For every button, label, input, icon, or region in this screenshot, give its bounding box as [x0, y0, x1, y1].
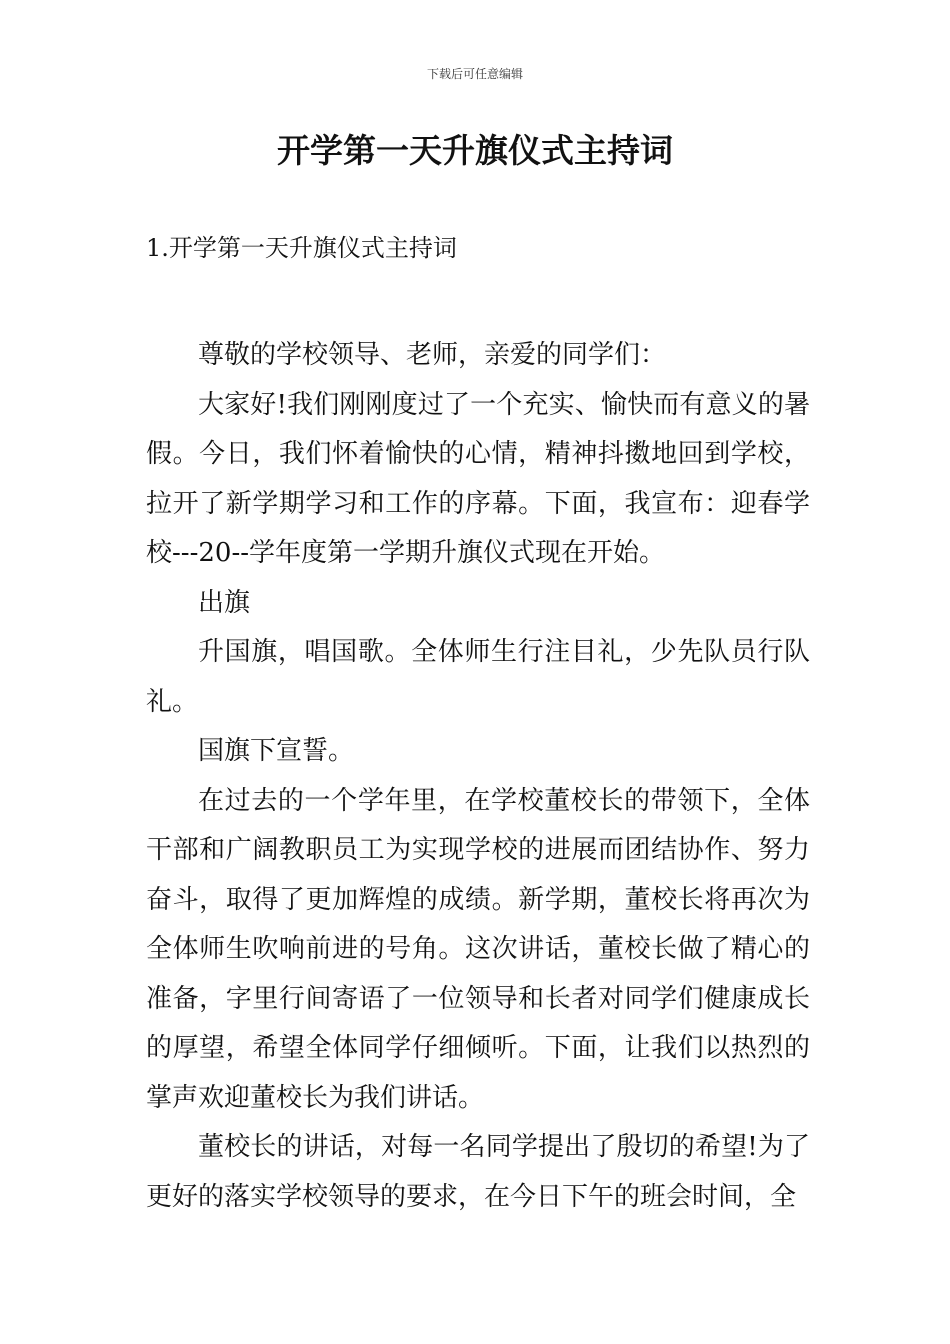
- paragraph-flag-out: 出旗: [198, 587, 251, 618]
- paragraph-greeting: 尊敬的学校领导、老师，亲爱的同学们：: [198, 340, 667, 370]
- header-note: 下载后可任意编辑: [426, 67, 523, 81]
- paragraph-anthem: 升国旗，唱国歌。全体师生行注目礼，少先队员行队礼。: [146, 637, 810, 717]
- section-heading: 1.开学第一天升旗仪式主持词: [146, 234, 457, 262]
- paragraph-introduction: 在过去的一个学年里，在学校董校长的带领下，全体干部和广阔教职员工为实现学校的进展而团结协作、努力奋斗，取得了更加辉煌的成绩。新学期，董校长将再次为全体师生吹响前进的号角。这次讲话，董校长做了精心的准备，字里行间寄语了一位领导和长者对同学们健康成长的厚望，希望全体同学仔细倾听。下面，让我们以热烈的掌声欢迎董校长为我们讲话。: [146, 785, 810, 1113]
- paragraph-oath: 国旗下宣誓。: [198, 736, 355, 766]
- document-body: [146, 331, 810, 1222]
- paragraph-opening: 大家好!我们刚刚度过了一个充实、愉快而有意义的暑假。今日，我们怀着愉快的心情，精神抖擞地回到学校，拉开了新学期学习和工作的序幕。下面，我宣布：迎春学校---20--学年度第一学期升旗仪式现在开始。: [146, 389, 810, 568]
- document-title: 开学第一天升旗仪式主持词: [277, 131, 673, 170]
- paragraph-closing: 董校长的讲话，对每一名同学提出了殷切的希望!为了更好的落实学校领导的要求，在今日下午的班会时间，全: [146, 1132, 810, 1212]
